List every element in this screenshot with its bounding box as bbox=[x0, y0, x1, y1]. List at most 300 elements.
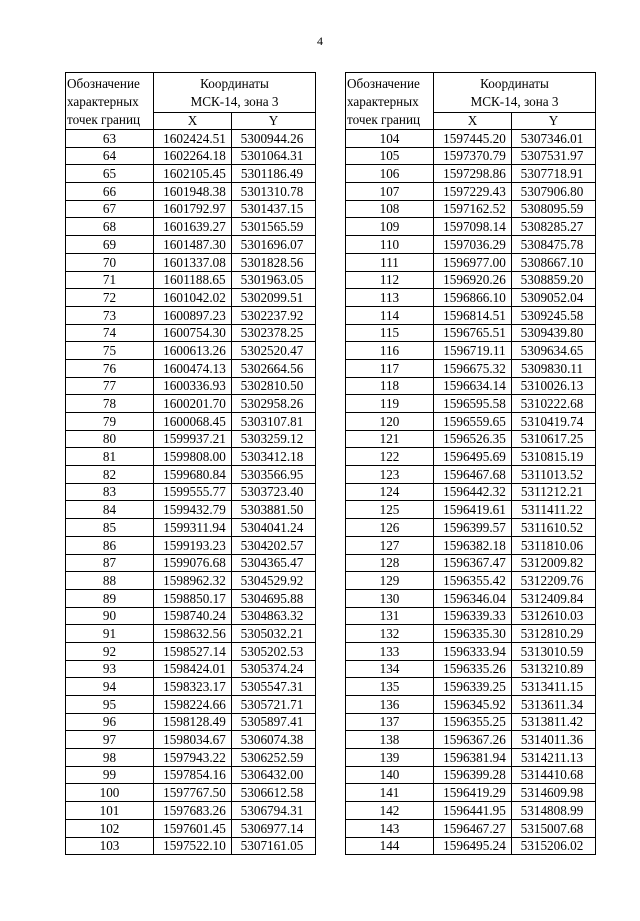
x-coordinate-cell: 1596419.29 bbox=[434, 784, 512, 802]
column-x-header: X bbox=[434, 112, 512, 129]
point-number-cell: 109 bbox=[346, 218, 434, 236]
x-coordinate-cell: 1597445.20 bbox=[434, 130, 512, 148]
y-coordinate-cell: 5311810.06 bbox=[512, 536, 596, 554]
y-coordinate-cell: 5312009.82 bbox=[512, 554, 596, 572]
table-row bbox=[66, 749, 316, 767]
x-coordinate-cell: 1601042.02 bbox=[154, 289, 232, 307]
x-coordinate-cell: 1596441.95 bbox=[434, 802, 512, 820]
point-number-cell: 80 bbox=[66, 430, 154, 448]
point-number-cell: 130 bbox=[346, 589, 434, 607]
x-coordinate-cell: 1597522.10 bbox=[154, 837, 232, 855]
y-coordinate-cell: 5305032.21 bbox=[232, 625, 316, 643]
y-coordinate-cell: 5309052.04 bbox=[512, 289, 596, 307]
point-number-cell: 110 bbox=[346, 236, 434, 254]
table-row bbox=[346, 183, 596, 201]
x-coordinate-cell: 1598224.66 bbox=[154, 696, 232, 714]
x-coordinate-cell: 1596355.25 bbox=[434, 713, 512, 731]
table-row bbox=[346, 324, 596, 342]
point-number-cell: 73 bbox=[66, 306, 154, 324]
y-coordinate-cell: 5304863.32 bbox=[232, 607, 316, 625]
point-number-cell: 75 bbox=[66, 342, 154, 360]
point-number-cell: 144 bbox=[346, 837, 434, 855]
y-coordinate-cell: 5313411.15 bbox=[512, 678, 596, 696]
x-coordinate-cell: 1602424.51 bbox=[154, 130, 232, 148]
x-coordinate-cell: 1596346.04 bbox=[434, 589, 512, 607]
y-coordinate-cell: 5307718.91 bbox=[512, 165, 596, 183]
table-row bbox=[346, 413, 596, 431]
table-row bbox=[346, 430, 596, 448]
table-row bbox=[346, 165, 596, 183]
table-row bbox=[66, 147, 316, 165]
point-number-cell: 126 bbox=[346, 519, 434, 537]
x-coordinate-cell: 1596866.10 bbox=[434, 289, 512, 307]
x-coordinate-cell: 1599680.84 bbox=[154, 466, 232, 484]
table-row bbox=[346, 554, 596, 572]
point-number-cell: 93 bbox=[66, 660, 154, 678]
table-row bbox=[346, 342, 596, 360]
y-coordinate-cell: 5307531.97 bbox=[512, 147, 596, 165]
point-number-cell: 108 bbox=[346, 200, 434, 218]
table-row bbox=[66, 466, 316, 484]
point-number-cell: 136 bbox=[346, 696, 434, 714]
table-row bbox=[66, 306, 316, 324]
table-row bbox=[66, 324, 316, 342]
point-number-cell: 115 bbox=[346, 324, 434, 342]
y-coordinate-cell: 5302520.47 bbox=[232, 342, 316, 360]
table-row bbox=[346, 448, 596, 466]
x-coordinate-cell: 1598527.14 bbox=[154, 642, 232, 660]
x-coordinate-cell: 1600474.13 bbox=[154, 359, 232, 377]
y-coordinate-cell: 5301186.49 bbox=[232, 165, 316, 183]
y-coordinate-cell: 5311212.21 bbox=[512, 483, 596, 501]
point-number-cell: 92 bbox=[66, 642, 154, 660]
y-coordinate-cell: 5309439.80 bbox=[512, 324, 596, 342]
table-row bbox=[346, 802, 596, 820]
point-number-cell: 128 bbox=[346, 554, 434, 572]
point-number-cell: 132 bbox=[346, 625, 434, 643]
table-row bbox=[66, 519, 316, 537]
coordinates-system: МСК-14, зона 3 bbox=[190, 94, 279, 109]
table-row bbox=[66, 483, 316, 501]
point-number-cell: 86 bbox=[66, 536, 154, 554]
point-number-cell: 119 bbox=[346, 395, 434, 413]
x-coordinate-cell: 1596345.92 bbox=[434, 696, 512, 714]
y-coordinate-cell: 5314011.36 bbox=[512, 731, 596, 749]
y-coordinate-cell: 5314609.98 bbox=[512, 784, 596, 802]
y-coordinate-cell: 5308859.20 bbox=[512, 271, 596, 289]
x-coordinate-cell: 1596335.30 bbox=[434, 625, 512, 643]
x-coordinate-cell: 1596675.32 bbox=[434, 359, 512, 377]
y-coordinate-cell: 5305721.71 bbox=[232, 696, 316, 714]
table-row bbox=[66, 165, 316, 183]
table-row bbox=[346, 642, 596, 660]
x-coordinate-cell: 1601337.08 bbox=[154, 253, 232, 271]
table-row bbox=[66, 218, 316, 236]
table-row bbox=[346, 519, 596, 537]
table-row bbox=[346, 731, 596, 749]
table-row bbox=[66, 395, 316, 413]
y-coordinate-cell: 5303881.50 bbox=[232, 501, 316, 519]
point-number-cell: 87 bbox=[66, 554, 154, 572]
y-coordinate-cell: 5305374.24 bbox=[232, 660, 316, 678]
point-number-cell: 88 bbox=[66, 572, 154, 590]
point-number-cell: 78 bbox=[66, 395, 154, 413]
x-coordinate-cell: 1598128.49 bbox=[154, 713, 232, 731]
y-coordinate-cell: 5300944.26 bbox=[232, 130, 316, 148]
table-row bbox=[346, 625, 596, 643]
x-coordinate-cell: 1598424.01 bbox=[154, 660, 232, 678]
point-number-cell: 98 bbox=[66, 749, 154, 767]
x-coordinate-cell: 1596419.61 bbox=[434, 501, 512, 519]
y-coordinate-cell: 5303107.81 bbox=[232, 413, 316, 431]
table-row bbox=[66, 183, 316, 201]
x-coordinate-cell: 1596355.42 bbox=[434, 572, 512, 590]
point-number-cell: 77 bbox=[66, 377, 154, 395]
y-coordinate-cell: 5314808.99 bbox=[512, 802, 596, 820]
x-coordinate-cell: 1600613.26 bbox=[154, 342, 232, 360]
y-coordinate-cell: 5309830.11 bbox=[512, 359, 596, 377]
table-row bbox=[66, 572, 316, 590]
table-row bbox=[66, 837, 316, 855]
page-number: 4 bbox=[317, 34, 323, 48]
point-number-cell: 69 bbox=[66, 236, 154, 254]
column-y-header: Y bbox=[512, 112, 596, 129]
y-coordinate-cell: 5306612.58 bbox=[232, 784, 316, 802]
y-coordinate-cell: 5308095.59 bbox=[512, 200, 596, 218]
x-coordinate-cell: 1596335.26 bbox=[434, 660, 512, 678]
table-row bbox=[66, 607, 316, 625]
x-coordinate-cell: 1602264.18 bbox=[154, 147, 232, 165]
point-number-cell: 81 bbox=[66, 448, 154, 466]
table-row bbox=[66, 377, 316, 395]
point-number-cell: 127 bbox=[346, 536, 434, 554]
point-number-cell: 114 bbox=[346, 306, 434, 324]
x-coordinate-cell: 1597162.52 bbox=[434, 200, 512, 218]
table-row bbox=[346, 766, 596, 784]
y-coordinate-cell: 5301828.56 bbox=[232, 253, 316, 271]
x-coordinate-cell: 1596920.26 bbox=[434, 271, 512, 289]
x-coordinate-cell: 1599311.94 bbox=[154, 519, 232, 537]
y-coordinate-cell: 5313611.34 bbox=[512, 696, 596, 714]
table-row bbox=[66, 766, 316, 784]
x-coordinate-cell: 1596399.57 bbox=[434, 519, 512, 537]
x-coordinate-cell: 1596467.68 bbox=[434, 466, 512, 484]
y-coordinate-cell: 5311610.52 bbox=[512, 519, 596, 537]
point-number-cell: 89 bbox=[66, 589, 154, 607]
coordinates-table-left bbox=[65, 72, 316, 855]
x-coordinate-cell: 1600068.45 bbox=[154, 413, 232, 431]
table-row bbox=[66, 731, 316, 749]
table-row bbox=[66, 342, 316, 360]
table-row bbox=[66, 413, 316, 431]
x-coordinate-cell: 1598034.67 bbox=[154, 731, 232, 749]
table-row bbox=[346, 660, 596, 678]
point-number-cell: 124 bbox=[346, 483, 434, 501]
y-coordinate-cell: 5302378.25 bbox=[232, 324, 316, 342]
point-number-cell: 106 bbox=[346, 165, 434, 183]
y-coordinate-cell: 5303723.40 bbox=[232, 483, 316, 501]
header-label-line: Обозначение bbox=[347, 76, 420, 91]
point-number-cell: 117 bbox=[346, 359, 434, 377]
x-coordinate-cell: 1599193.23 bbox=[154, 536, 232, 554]
table-row bbox=[346, 572, 596, 590]
point-number-cell: 71 bbox=[66, 271, 154, 289]
point-number-cell: 134 bbox=[346, 660, 434, 678]
x-coordinate-cell: 1597098.14 bbox=[434, 218, 512, 236]
y-coordinate-cell: 5301310.78 bbox=[232, 183, 316, 201]
point-number-cell: 67 bbox=[66, 200, 154, 218]
point-number-cell: 84 bbox=[66, 501, 154, 519]
table-row bbox=[66, 819, 316, 837]
point-number-cell: 100 bbox=[66, 784, 154, 802]
header-label-line: характерных bbox=[67, 94, 139, 109]
x-coordinate-cell: 1596382.18 bbox=[434, 536, 512, 554]
y-coordinate-cell: 5310419.74 bbox=[512, 413, 596, 431]
x-coordinate-cell: 1599076.68 bbox=[154, 554, 232, 572]
x-coordinate-cell: 1596367.26 bbox=[434, 731, 512, 749]
y-coordinate-cell: 5305202.53 bbox=[232, 642, 316, 660]
table-row bbox=[346, 253, 596, 271]
y-coordinate-cell: 5305547.31 bbox=[232, 678, 316, 696]
x-coordinate-cell: 1597767.50 bbox=[154, 784, 232, 802]
x-coordinate-cell: 1596495.69 bbox=[434, 448, 512, 466]
table-row bbox=[66, 554, 316, 572]
point-number-cell: 103 bbox=[66, 837, 154, 855]
y-coordinate-cell: 5304365.47 bbox=[232, 554, 316, 572]
x-coordinate-cell: 1599555.77 bbox=[154, 483, 232, 501]
y-coordinate-cell: 5311411.22 bbox=[512, 501, 596, 519]
table-row bbox=[66, 130, 316, 148]
y-coordinate-cell: 5303412.18 bbox=[232, 448, 316, 466]
point-number-cell: 66 bbox=[66, 183, 154, 201]
column-y-header: Y bbox=[232, 112, 316, 129]
point-number-cell: 118 bbox=[346, 377, 434, 395]
table-row bbox=[346, 819, 596, 837]
x-coordinate-cell: 1600201.70 bbox=[154, 395, 232, 413]
point-number-cell: 91 bbox=[66, 625, 154, 643]
point-number-cell: 137 bbox=[346, 713, 434, 731]
point-number-cell: 72 bbox=[66, 289, 154, 307]
x-coordinate-cell: 1598632.56 bbox=[154, 625, 232, 643]
point-number-cell: 102 bbox=[66, 819, 154, 837]
point-number-cell: 131 bbox=[346, 607, 434, 625]
y-coordinate-cell: 5307346.01 bbox=[512, 130, 596, 148]
x-coordinate-cell: 1597370.79 bbox=[434, 147, 512, 165]
coordinates-table-right bbox=[345, 72, 596, 855]
table-row bbox=[346, 271, 596, 289]
y-coordinate-cell: 5302664.56 bbox=[232, 359, 316, 377]
header-label-line: характерных bbox=[347, 94, 419, 109]
x-coordinate-cell: 1600754.30 bbox=[154, 324, 232, 342]
y-coordinate-cell: 5314211.13 bbox=[512, 749, 596, 767]
table-row bbox=[346, 147, 596, 165]
table-row bbox=[346, 713, 596, 731]
y-coordinate-cell: 5305897.41 bbox=[232, 713, 316, 731]
point-number-cell: 120 bbox=[346, 413, 434, 431]
table-header-row bbox=[66, 73, 316, 113]
table-row bbox=[66, 784, 316, 802]
coordinates-system: МСК-14, зона 3 bbox=[470, 94, 559, 109]
coordinates-title: Координаты bbox=[200, 76, 269, 91]
y-coordinate-cell: 5312610.03 bbox=[512, 607, 596, 625]
table-row bbox=[346, 377, 596, 395]
x-coordinate-cell: 1596399.28 bbox=[434, 766, 512, 784]
point-number-cell: 143 bbox=[346, 819, 434, 837]
y-coordinate-cell: 5304695.88 bbox=[232, 589, 316, 607]
y-coordinate-cell: 5310815.19 bbox=[512, 448, 596, 466]
x-coordinate-cell: 1601188.65 bbox=[154, 271, 232, 289]
table-row bbox=[66, 359, 316, 377]
x-coordinate-cell: 1599937.21 bbox=[154, 430, 232, 448]
table-row bbox=[346, 306, 596, 324]
table-row bbox=[66, 271, 316, 289]
point-number-cell: 122 bbox=[346, 448, 434, 466]
point-label-header bbox=[66, 73, 154, 130]
y-coordinate-cell: 5303259.12 bbox=[232, 430, 316, 448]
y-coordinate-cell: 5315206.02 bbox=[512, 837, 596, 855]
y-coordinate-cell: 5304529.92 bbox=[232, 572, 316, 590]
x-coordinate-cell: 1600336.93 bbox=[154, 377, 232, 395]
x-coordinate-cell: 1599808.00 bbox=[154, 448, 232, 466]
point-number-cell: 121 bbox=[346, 430, 434, 448]
y-coordinate-cell: 5312810.29 bbox=[512, 625, 596, 643]
point-number-cell: 85 bbox=[66, 519, 154, 537]
point-number-cell: 135 bbox=[346, 678, 434, 696]
y-coordinate-cell: 5304041.24 bbox=[232, 519, 316, 537]
x-coordinate-cell: 1596765.51 bbox=[434, 324, 512, 342]
x-coordinate-cell: 1596381.94 bbox=[434, 749, 512, 767]
y-coordinate-cell: 5308475.78 bbox=[512, 236, 596, 254]
point-number-cell: 129 bbox=[346, 572, 434, 590]
table-row bbox=[346, 289, 596, 307]
y-coordinate-cell: 5313010.59 bbox=[512, 642, 596, 660]
table-row bbox=[346, 607, 596, 625]
table-row bbox=[66, 660, 316, 678]
x-coordinate-cell: 1596339.25 bbox=[434, 678, 512, 696]
x-coordinate-cell: 1596495.24 bbox=[434, 837, 512, 855]
y-coordinate-cell: 5302958.26 bbox=[232, 395, 316, 413]
x-coordinate-cell: 1597943.22 bbox=[154, 749, 232, 767]
x-coordinate-cell: 1598962.32 bbox=[154, 572, 232, 590]
table-row bbox=[66, 253, 316, 271]
y-coordinate-cell: 5310026.13 bbox=[512, 377, 596, 395]
table-row bbox=[346, 589, 596, 607]
point-number-cell: 142 bbox=[346, 802, 434, 820]
table-row bbox=[346, 696, 596, 714]
table-row bbox=[346, 501, 596, 519]
point-number-cell: 70 bbox=[66, 253, 154, 271]
point-number-cell: 111 bbox=[346, 253, 434, 271]
header-label-line: Обозначение bbox=[67, 76, 140, 91]
y-coordinate-cell: 5315007.68 bbox=[512, 819, 596, 837]
table-header-row bbox=[346, 73, 596, 113]
point-number-cell: 107 bbox=[346, 183, 434, 201]
y-coordinate-cell: 5306074.38 bbox=[232, 731, 316, 749]
y-coordinate-cell: 5313811.42 bbox=[512, 713, 596, 731]
point-number-cell: 101 bbox=[66, 802, 154, 820]
y-coordinate-cell: 5310617.25 bbox=[512, 430, 596, 448]
y-coordinate-cell: 5307906.80 bbox=[512, 183, 596, 201]
point-number-cell: 63 bbox=[66, 130, 154, 148]
y-coordinate-cell: 5301696.07 bbox=[232, 236, 316, 254]
x-coordinate-cell: 1601792.97 bbox=[154, 200, 232, 218]
x-coordinate-cell: 1596634.14 bbox=[434, 377, 512, 395]
table-row bbox=[346, 236, 596, 254]
coordinates-table-left-body bbox=[66, 73, 316, 855]
coordinates-header bbox=[154, 73, 316, 113]
x-coordinate-cell: 1597683.26 bbox=[154, 802, 232, 820]
y-coordinate-cell: 5304202.57 bbox=[232, 536, 316, 554]
point-number-cell: 112 bbox=[346, 271, 434, 289]
y-coordinate-cell: 5302099.51 bbox=[232, 289, 316, 307]
table-row bbox=[66, 536, 316, 554]
y-coordinate-cell: 5312409.84 bbox=[512, 589, 596, 607]
x-coordinate-cell: 1597036.29 bbox=[434, 236, 512, 254]
point-number-cell: 65 bbox=[66, 165, 154, 183]
table-row bbox=[66, 200, 316, 218]
point-number-cell: 79 bbox=[66, 413, 154, 431]
table-row bbox=[346, 536, 596, 554]
x-coordinate-cell: 1596442.32 bbox=[434, 483, 512, 501]
point-number-cell: 74 bbox=[66, 324, 154, 342]
table-row bbox=[346, 749, 596, 767]
y-coordinate-cell: 5309245.58 bbox=[512, 306, 596, 324]
point-number-cell: 125 bbox=[346, 501, 434, 519]
point-number-cell: 83 bbox=[66, 483, 154, 501]
point-label-header bbox=[346, 73, 434, 130]
x-coordinate-cell: 1602105.45 bbox=[154, 165, 232, 183]
y-coordinate-cell: 5308667.10 bbox=[512, 253, 596, 271]
y-coordinate-cell: 5312209.76 bbox=[512, 572, 596, 590]
x-coordinate-cell: 1601487.30 bbox=[154, 236, 232, 254]
point-number-cell: 94 bbox=[66, 678, 154, 696]
x-coordinate-cell: 1596526.35 bbox=[434, 430, 512, 448]
y-coordinate-cell: 5307161.05 bbox=[232, 837, 316, 855]
point-number-cell: 64 bbox=[66, 147, 154, 165]
table-row bbox=[346, 784, 596, 802]
point-number-cell: 104 bbox=[346, 130, 434, 148]
y-coordinate-cell: 5306977.14 bbox=[232, 819, 316, 837]
table-row bbox=[346, 218, 596, 236]
x-coordinate-cell: 1601948.38 bbox=[154, 183, 232, 201]
x-coordinate-cell: 1596719.11 bbox=[434, 342, 512, 360]
table-row bbox=[66, 713, 316, 731]
y-coordinate-cell: 5306794.31 bbox=[232, 802, 316, 820]
point-number-cell: 95 bbox=[66, 696, 154, 714]
table-row bbox=[66, 625, 316, 643]
point-number-cell: 140 bbox=[346, 766, 434, 784]
y-coordinate-cell: 5301565.59 bbox=[232, 218, 316, 236]
y-coordinate-cell: 5306252.59 bbox=[232, 749, 316, 767]
x-coordinate-cell: 1596339.33 bbox=[434, 607, 512, 625]
y-coordinate-cell: 5306432.00 bbox=[232, 766, 316, 784]
x-coordinate-cell: 1597298.86 bbox=[434, 165, 512, 183]
x-coordinate-cell: 1597854.16 bbox=[154, 766, 232, 784]
x-coordinate-cell: 1596367.47 bbox=[434, 554, 512, 572]
column-x-header: X bbox=[154, 112, 232, 129]
point-number-cell: 113 bbox=[346, 289, 434, 307]
point-number-cell: 68 bbox=[66, 218, 154, 236]
table-row bbox=[66, 678, 316, 696]
point-number-cell: 96 bbox=[66, 713, 154, 731]
table-row bbox=[66, 236, 316, 254]
header-label-line: точек границ bbox=[67, 112, 141, 127]
y-coordinate-cell: 5301437.15 bbox=[232, 200, 316, 218]
y-coordinate-cell: 5309634.65 bbox=[512, 342, 596, 360]
point-number-cell: 139 bbox=[346, 749, 434, 767]
table-row bbox=[346, 483, 596, 501]
y-coordinate-cell: 5314410.68 bbox=[512, 766, 596, 784]
